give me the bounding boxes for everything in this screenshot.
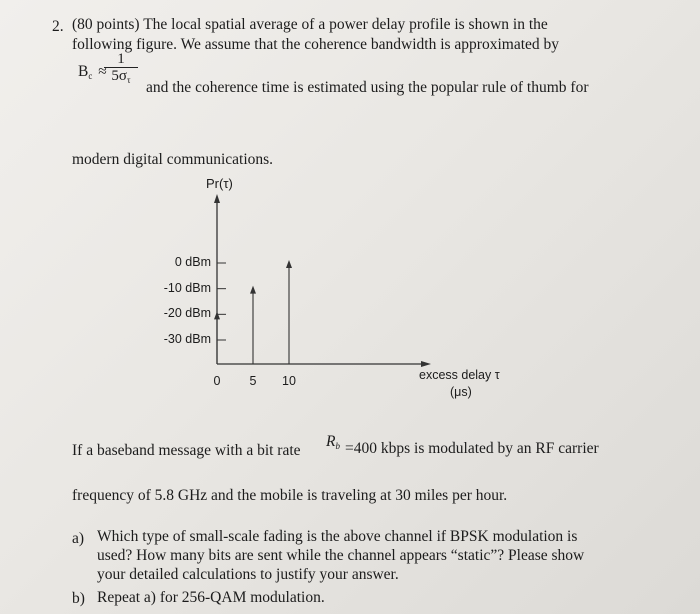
x-tick-label: 10 <box>282 374 296 388</box>
x-tick-label: 0 <box>213 374 221 388</box>
bitrate-line-post: =400 kbps is modulated by an RF carrier <box>345 440 599 457</box>
rb-letter: R <box>326 433 336 450</box>
question-b-line-1: Repeat a) for 256-QAM modulation. <box>97 589 325 606</box>
approx-symbol: ≈ <box>98 63 107 80</box>
bc-symbol: B <box>78 63 89 80</box>
question-a-line-3: your detailed calculations to justify your answer. <box>97 566 399 583</box>
stem-arrow <box>214 311 220 319</box>
stem-arrow <box>286 260 292 268</box>
rb-symbol <box>326 433 340 455</box>
y-axis-arrow <box>214 194 220 203</box>
question-a-line-2: used? How many bits are sent while the channel appears “static”? Please show <box>97 547 585 564</box>
x-tick-label: 5 <box>249 374 257 388</box>
y-tick-label: -20 dBm <box>163 306 211 321</box>
fraction-numerator: 1 <box>104 52 138 68</box>
x-axis-label: excess delay τ <box>419 368 500 382</box>
problem-line-1: (80 points) The local spatial average of a power delay profile is shown in the <box>72 16 548 33</box>
question-b-label: b) <box>72 590 85 607</box>
question-a-label: a) <box>72 530 85 547</box>
chart-title: Pr(τ) <box>206 176 233 191</box>
y-tick-label: -30 dBm <box>163 332 211 346</box>
problem-line-4: modern digital communications. <box>72 151 274 168</box>
question-a-line-1: Which type of small-scale fading is the above channel if BPSK modulation is <box>97 528 578 545</box>
y-tick-label: -10 dBm <box>163 280 211 295</box>
x-axis-unit: (μs) <box>450 385 472 399</box>
rb-sub: b <box>335 441 340 451</box>
denominator-sub: τ <box>126 75 131 85</box>
problem-line-3: and the coherence time is estimated using the popular rule of thumb for <box>146 79 589 96</box>
problem-number: 2. <box>52 18 64 35</box>
y-tick-label: 0 dBm <box>174 255 211 269</box>
bc-sub: c <box>88 71 93 81</box>
problem-line-2: following figure. We assume that the coherence bandwidth is approximated by <box>72 36 560 53</box>
denominator-text: 5σ <box>111 68 127 84</box>
stem-arrow <box>250 286 256 294</box>
x-axis-arrow <box>421 361 431 367</box>
bitrate-line-pre: If a baseband message with a bit rate <box>72 442 301 459</box>
frequency-line: frequency of 5.8 GHz and the mobile is traveling at 30 miles per hour. <box>72 487 508 504</box>
